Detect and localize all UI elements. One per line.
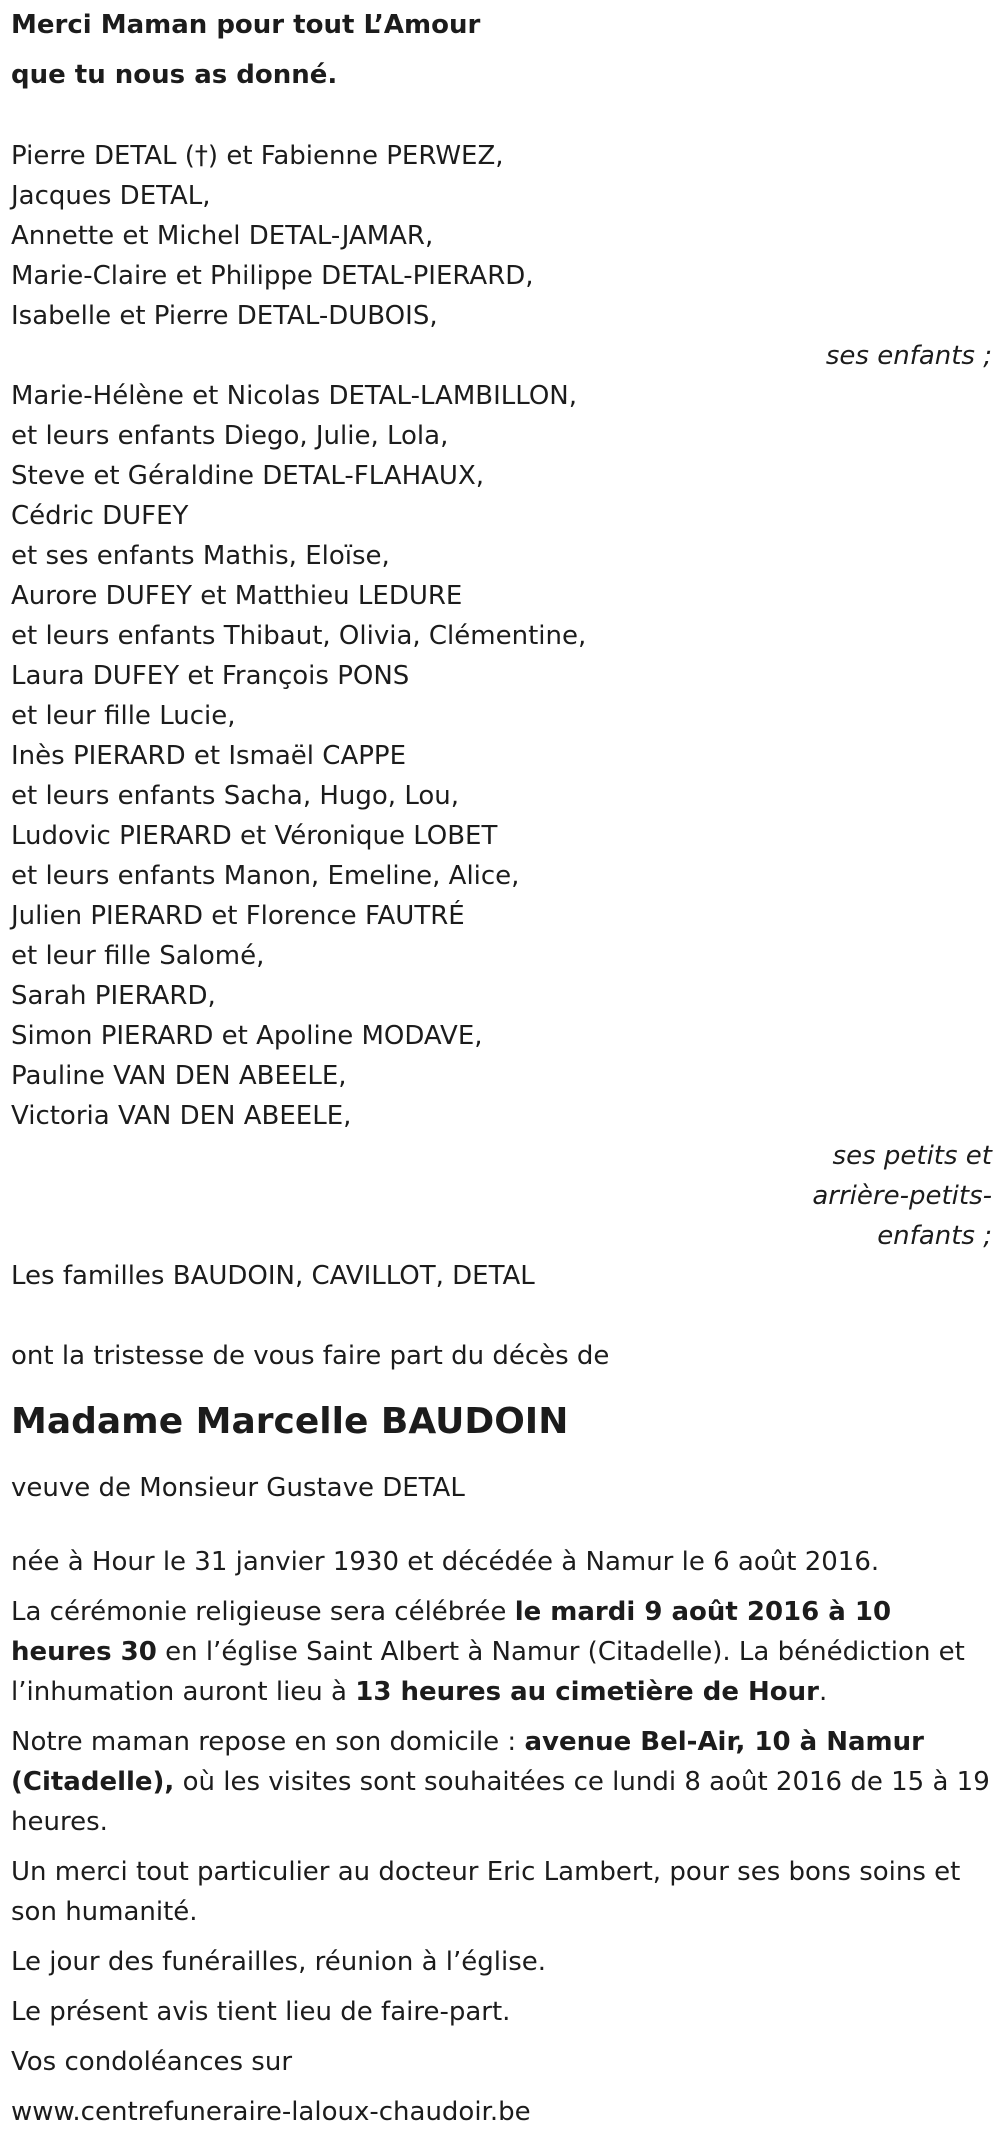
grandchild-entry: Ludovic PIERARD et Véronique LOBET <box>11 821 498 851</box>
children-label: ses enfants ; <box>825 341 992 371</box>
grandchild-entry: et leur fille Lucie, <box>11 701 236 731</box>
heading-line-1: Merci Maman pour tout L’Amour <box>11 10 481 40</box>
grandchildren-label-line: arrière-petits- <box>812 1181 992 1211</box>
condolences-paragraph: Vos condoléances sur <box>11 2047 293 2077</box>
child-entry: Pierre DETAL (†) et Fabienne PERWEZ, <box>11 141 504 171</box>
grandchild-entry: Steve et Géraldine DETAL-FLAHAUX, <box>11 461 485 491</box>
grandchild-entry: Aurore DUFEY et Matthieu LEDURE <box>11 581 463 611</box>
widow-of: veuve de Monsieur Gustave DETAL <box>11 1473 465 1503</box>
families: Les familles BAUDOIN, CAVILLOT, DETAL <box>11 1261 535 1291</box>
child-entry: Marie-Claire et Philippe DETAL-PIERARD, <box>11 261 534 291</box>
ceremony-text: en l’église Saint Albert à Namur (Citadelle). La bénédiction et l’inhumation auront lieu à <box>11 1637 965 1707</box>
child-entry: Isabelle et Pierre DETAL-DUBOIS, <box>11 301 438 331</box>
grandchild-entry: et leurs enfants Sacha, Hugo, Lou, <box>11 781 460 811</box>
grandchild-entry: Sarah PIERARD, <box>11 981 216 1011</box>
grandchild-entry: Cédric DUFEY <box>11 501 189 531</box>
children-list <box>11 136 1000 336</box>
grandchildren-label-line: enfants ; <box>877 1221 992 1251</box>
ceremony-text: . <box>819 1677 828 1707</box>
birth-death: née à Hour le 31 janvier 1930 et décédée à Namur le 6 août 2016. <box>11 1547 880 1577</box>
grandchild-entry: et leur fille Salomé, <box>11 941 265 971</box>
website-link[interactable]: www.centrefuneraire-laloux-chaudoir.be <box>11 2097 531 2127</box>
grandchild-entry: Julien PIERARD et Florence FAUTRÉ <box>11 901 465 931</box>
grandchild-entry: et leurs enfants Diego, Julie, Lola, <box>11 421 449 451</box>
ceremony-text: La cérémonie religieuse sera célébrée <box>11 1597 515 1627</box>
meeting-paragraph: Le jour des funérailles, réunion à l’église. <box>11 1947 547 1977</box>
repose-text: Notre maman repose en son domicile : <box>11 1727 525 1757</box>
grandchild-entry: et ses enfants Mathis, Eloïse, <box>11 541 390 571</box>
ceremony-paragraph <box>11 1592 1000 1712</box>
grandchild-entry: et leurs enfants Manon, Emeline, Alice, <box>11 861 520 891</box>
grandchild-entry: Laura DUFEY et François PONS <box>11 661 410 691</box>
grandchildren-label-line: ses petits et <box>832 1141 992 1171</box>
grandchildren-list <box>11 376 1000 1136</box>
announcement: ont la tristesse de vous faire part du décès de <box>11 1341 610 1371</box>
grandchild-entry: Marie-Hélène et Nicolas DETAL-LAMBILLON, <box>11 381 577 411</box>
grandchild-entry: Victoria VAN DEN ABEELE, <box>11 1101 352 1131</box>
grandchild-entry: Inès PIERARD et Ismaël CAPPE <box>11 741 407 771</box>
ceremony-date: le mardi 9 août 2016 à 10 heures 30 <box>11 1597 892 1667</box>
heading <box>11 0 1000 100</box>
grandchild-entry: Pauline VAN DEN ABEELE, <box>11 1061 347 1091</box>
child-entry: Jacques DETAL, <box>11 181 211 211</box>
child-entry: Annette et Michel DETAL-JAMAR, <box>11 221 434 251</box>
heading-line-2: que tu nous as donné. <box>11 60 338 90</box>
repose-text: où les visites sont souhaitées ce lundi 8 août 2016 de 15 à 19 heures. <box>11 1767 990 1837</box>
website-line <box>11 2092 1000 2132</box>
notice-paragraph: Le présent avis tient lieu de faire-part. <box>11 1997 511 2027</box>
repose-paragraph <box>11 1722 1000 1842</box>
thanks-paragraph: Un merci tout particulier au docteur Eric Lambert, pour ses bons soins et son humanité. <box>11 1857 961 1927</box>
deceased-name: Madame Marcelle BAUDOIN <box>11 1401 569 1442</box>
burial-time: 13 heures au cimetière de Hour <box>355 1677 819 1707</box>
grandchildren-label <box>11 1136 1000 1256</box>
grandchild-entry: Simon PIERARD et Apoline MODAVE, <box>11 1021 483 1051</box>
grandchild-entry: et leurs enfants Thibaut, Olivia, Clémentine, <box>11 621 587 651</box>
repose-address: avenue Bel-Air, 10 à Namur (Citadelle), <box>11 1727 924 1797</box>
